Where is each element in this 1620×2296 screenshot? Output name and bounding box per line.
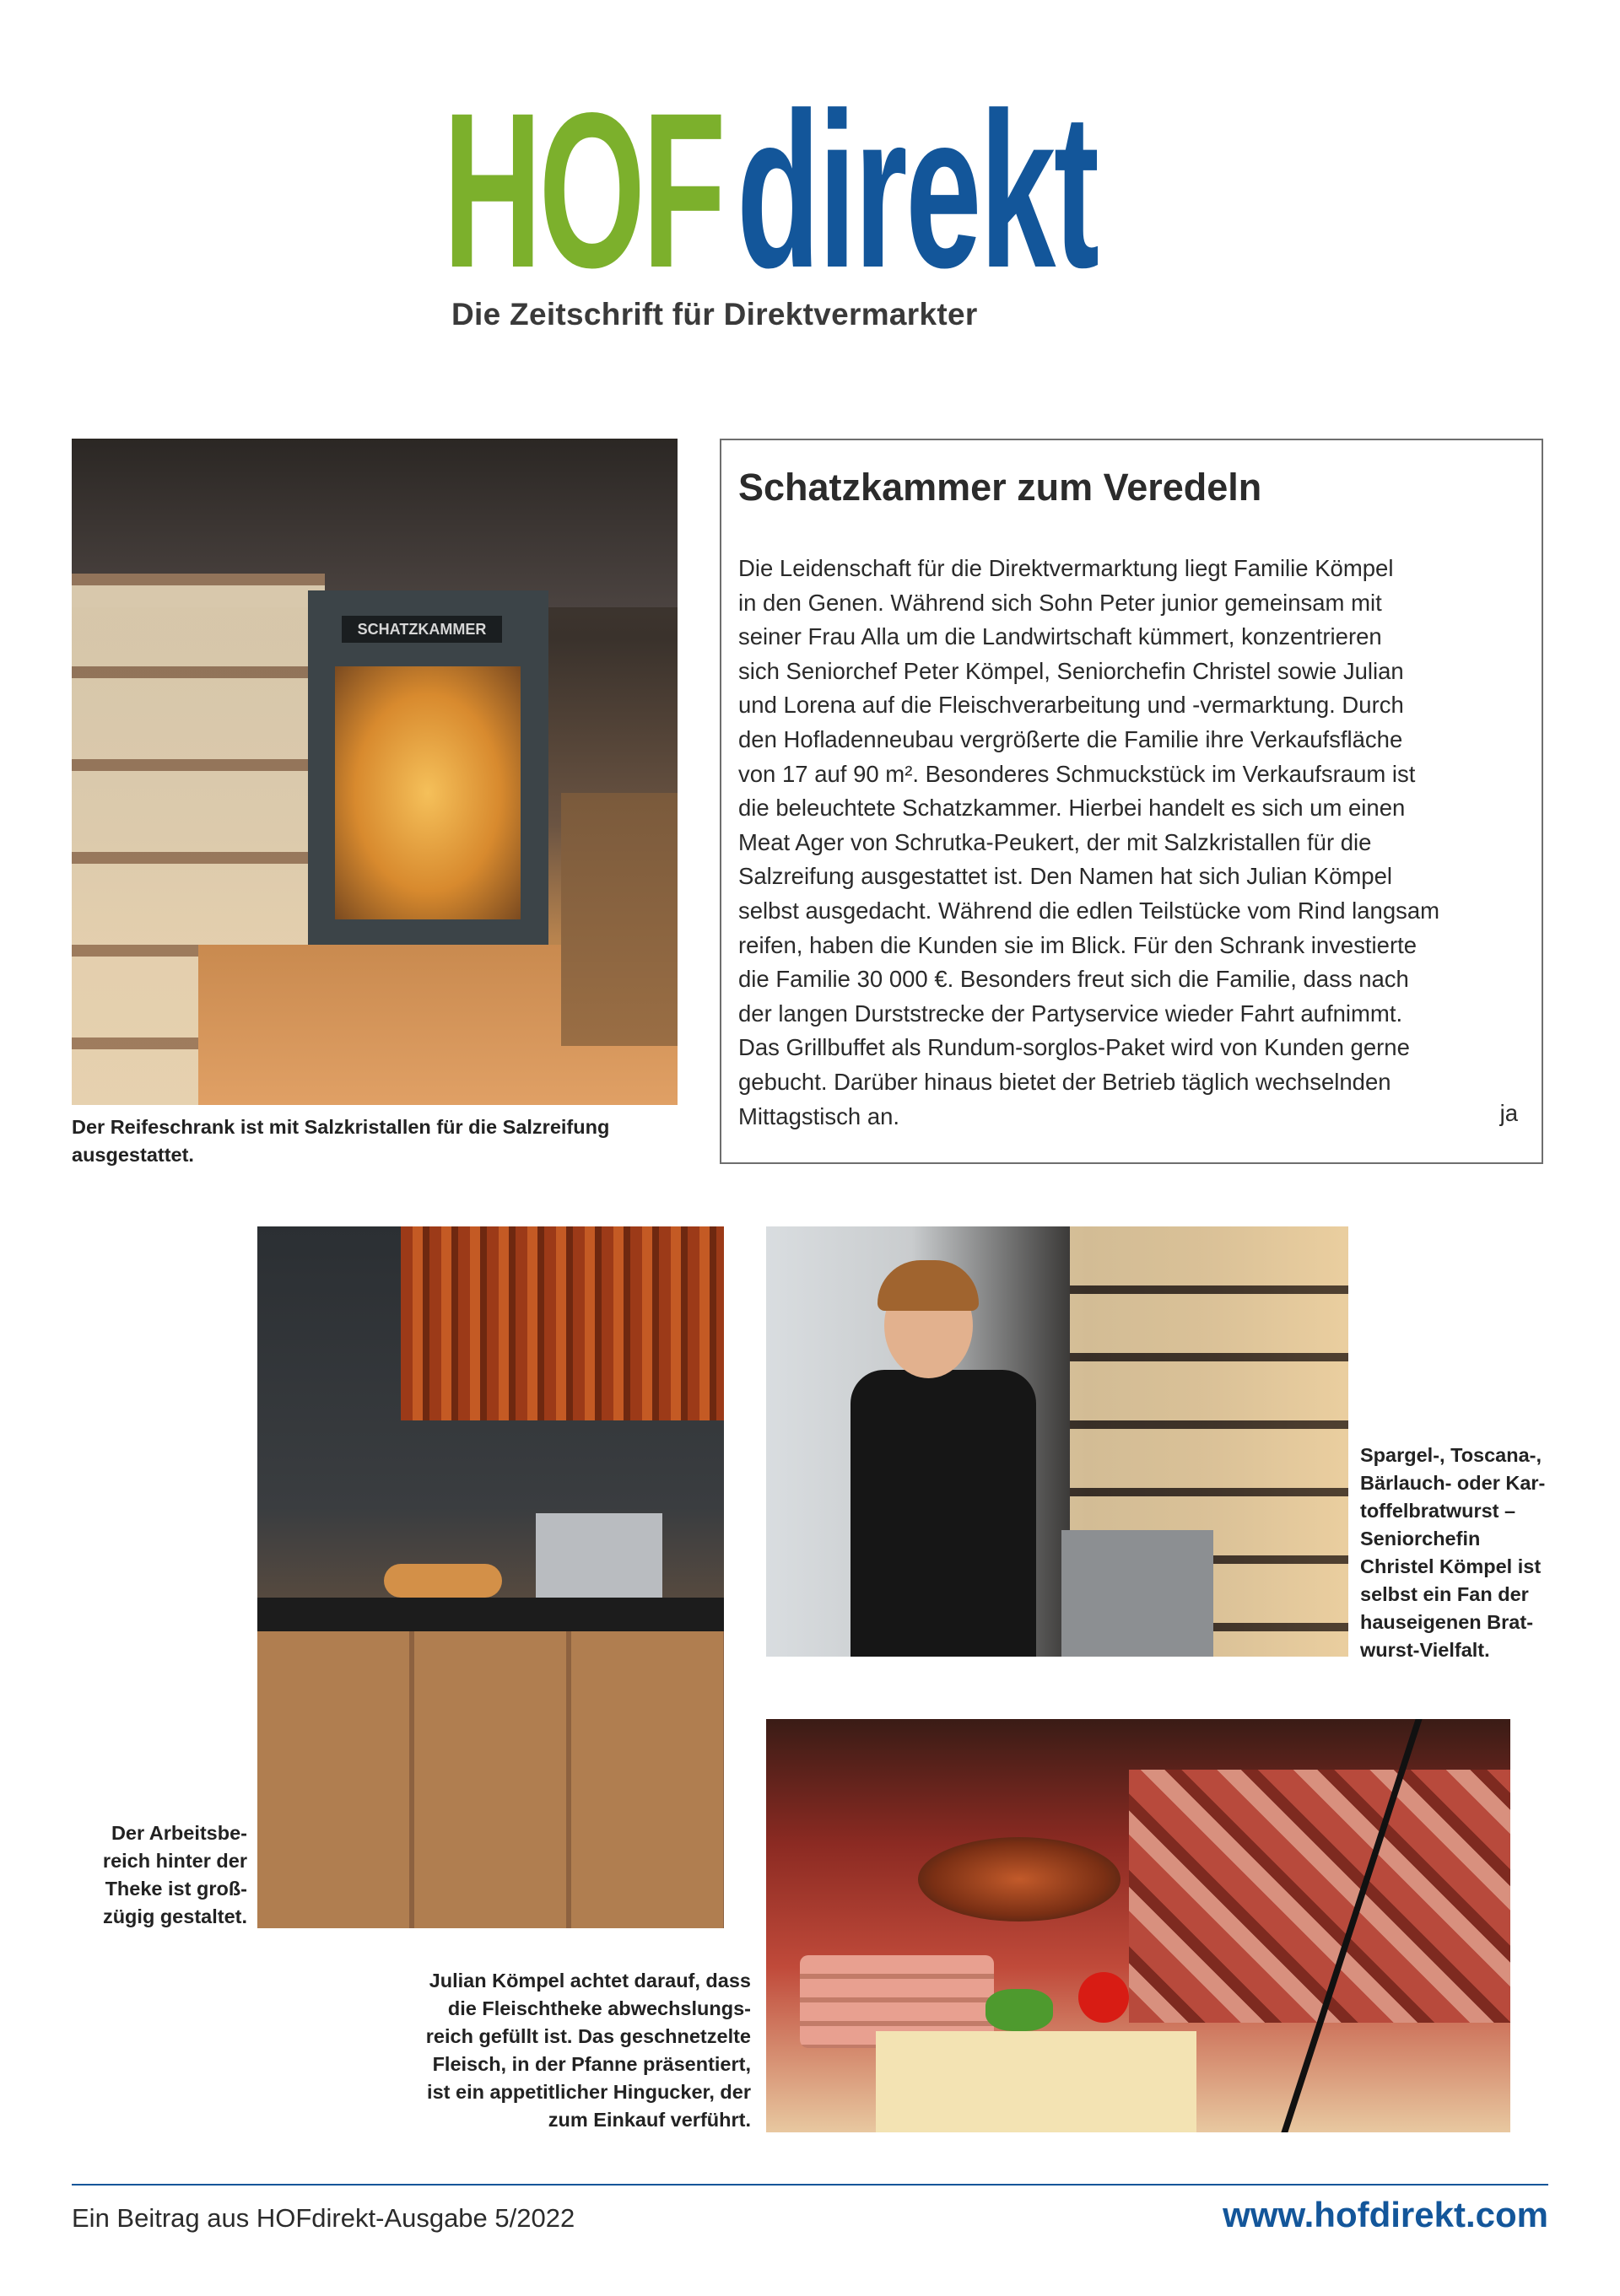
caption-line: zügig gestaltet. (102, 1905, 247, 1927)
caption-line: hauseigenen Brat- (1360, 1611, 1534, 1633)
article-line: den Hofladenneubau vergrößerte die Familie ihre Verkaufsfläche (738, 725, 1403, 752)
caption-display (371, 1967, 751, 2134)
footer-divider (72, 2184, 1548, 2186)
photo-work-counter (257, 1226, 724, 1928)
caption-line: ist ein appetitlicher Hingucker, der (427, 2081, 751, 2103)
article-body (738, 552, 1515, 1134)
caption-line: wurst-Vielfalt. (1360, 1639, 1490, 1661)
article-line: die beleuchtete Schatzkammer. Hierbei handelt es sich um einen (738, 795, 1406, 822)
photo-herbs (986, 1989, 1053, 2031)
footer-source: Ein Beitrag aus HOFdirekt-Ausgabe 5/2022 (72, 2203, 575, 2233)
article-line: von 17 auf 90 m². Besonderes Schmuckstück im Verkaufsraum ist (738, 760, 1416, 787)
article-line: Meat Ager von Schrutka-Peukert, der mit Salzkristallen für die (738, 828, 1372, 855)
caption-line: selbst ein Fan der (1360, 1583, 1529, 1605)
photo-counter-side (561, 793, 678, 1046)
caption-shop (72, 1113, 609, 1169)
caption-line: Christel Kömpel ist (1360, 1555, 1542, 1577)
article-line: Das Grillbuffet als Rundum-sorglos-Paket wird von Kunden gerne (738, 1034, 1410, 1061)
photo-cabinet-glow (335, 666, 521, 919)
article-line: gebucht. Darüber hinaus bietet der Betrieb täglich wechselnden (738, 1068, 1391, 1095)
photo-hanging-sausages (401, 1226, 724, 1420)
masthead-tagline: Die Zeitschrift für Direktvermarkter (451, 297, 978, 331)
photo-person-hair (878, 1260, 979, 1311)
article-line: und Lorena auf die Fleischverarbeitung und -vermarktung. Durch (738, 692, 1404, 719)
article-line: der langen Durststrecke der Partyservice wieder Fahrt aufnimmt. (738, 1000, 1403, 1027)
photo-bread (384, 1564, 502, 1598)
caption-line: zum Einkauf verführt. (548, 2109, 751, 2131)
caption-line: Seniorchefin (1360, 1528, 1481, 1550)
photo-crate (1061, 1530, 1213, 1657)
photo-pan (918, 1837, 1120, 1921)
caption-line: Der Reifeschrank ist mit Salzkristallen für die Salzreifung (72, 1116, 610, 1138)
caption-line: Julian Kömpel achtet darauf, dass (429, 1970, 751, 1991)
photo-person-body (850, 1370, 1036, 1657)
article-box (720, 439, 1543, 1164)
article-line: selbst ausgedacht. Während die edlen Teilstücke vom Rind langsam (738, 897, 1440, 924)
article-line: sich Seniorchef Peter Kömpel, Seniorchefin Christel sowie Julian (738, 657, 1404, 684)
caption-line: Theke ist groß- (105, 1878, 247, 1900)
photo-slicer (536, 1513, 662, 1606)
logo-direkt: direkt (737, 67, 1098, 314)
caption-line: Der Arbeitsbe- (111, 1822, 247, 1844)
photo-seniorchefin (766, 1226, 1348, 1657)
caption-line: reich hinter der (102, 1850, 247, 1872)
photo-meat-display (766, 1719, 1510, 2132)
caption-woman (1360, 1442, 1545, 1664)
caption-line: ausgestattet. (72, 1144, 194, 1166)
photo-cheese (876, 2031, 1196, 2132)
article-line: Salzreifung ausgestattet ist. Den Namen hat sich Julian Kömpel (738, 863, 1392, 890)
photo-wood-cabinets (257, 1631, 724, 1928)
footer-url-link[interactable]: www.hofdirekt.com (1223, 2195, 1548, 2234)
caption-counter (83, 1819, 247, 1931)
caption-line: reich gefüllt ist. Das geschnetzelte (425, 2025, 751, 2047)
photo-meats (1129, 1770, 1510, 2023)
caption-line: Fleisch, in der Pfanne präsentiert, (432, 2053, 751, 2075)
photo-worktop (257, 1598, 724, 1631)
caption-line: Spargel-, Toscana-, (1360, 1444, 1542, 1466)
photo-shop-sign: SCHATZKAMMER (342, 616, 502, 643)
article-line: die Familie 30 000 €. Besonders freut sich die Familie, dass nach (738, 966, 1409, 993)
caption-line: toffelbratwurst – (1360, 1500, 1516, 1522)
article-title: Schatzkammer zum Veredeln (738, 466, 1262, 509)
article-line: seiner Frau Alla um die Landwirtschaft kümmert, konzentrieren (738, 623, 1382, 650)
article-author: ja (1499, 1100, 1518, 1126)
caption-line: Bärlauch- oder Kar- (1360, 1472, 1546, 1494)
logo-hof: HOF (443, 67, 723, 314)
article-line: in den Genen. Während sich Sohn Peter junior gemeinsam mit (738, 589, 1382, 616)
photo-pepper (1078, 1972, 1129, 2023)
article-line: reifen, haben die Kunden sie im Blick. Für den Schrank investierte (738, 931, 1418, 958)
article-line: Die Leidenschaft für die Direktvermarktung liegt Familie Kömpel (738, 555, 1394, 581)
caption-line: die Fleischtheke abwechslungs- (447, 1997, 751, 2019)
photo-shop-interior (72, 439, 678, 1105)
article-line: Mittagstisch an. (738, 1102, 900, 1129)
